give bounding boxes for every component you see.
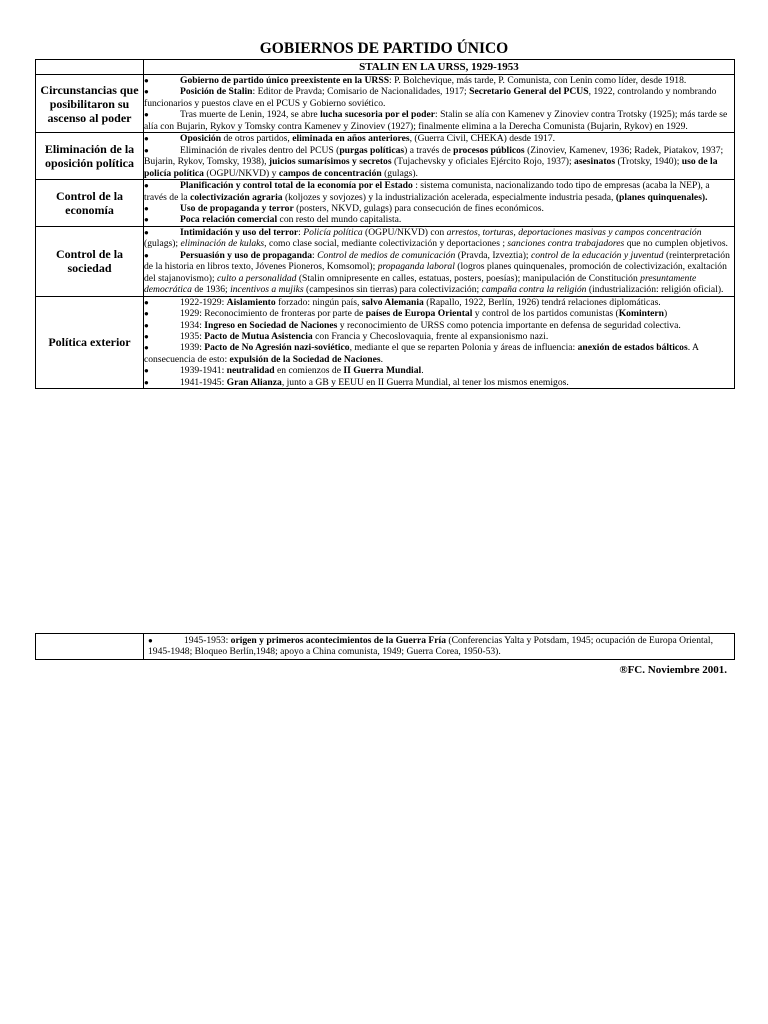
text-segment: culto a personalidad bbox=[217, 272, 297, 284]
section-label: Control de la sociedad bbox=[36, 226, 144, 296]
text-segment: Planificación y control total de la economía por el Estado bbox=[180, 180, 413, 192]
text-segment: Komintern bbox=[618, 308, 664, 320]
text-segment: propaganda laboral bbox=[377, 261, 455, 273]
text-segment: ) bbox=[664, 308, 668, 320]
bullet-icon: ● bbox=[144, 215, 149, 225]
page-title: GOBIERNOS DE PARTIDO ÚNICO bbox=[259, 40, 509, 57]
text-segment: , junto a GB y EEUU en II Guerra Mundial, al tener los mismos enemigos. bbox=[281, 376, 569, 388]
text-segment: , 1922, controlando y nombrando funcionarios y puestos clave en el PCUS y Gobierno soviético. bbox=[144, 86, 717, 109]
text-segment: presuntamente democrática bbox=[144, 272, 697, 296]
text-segment: campos de concentración bbox=[278, 167, 382, 179]
text-segment: anexión de estados bálticos bbox=[577, 342, 688, 354]
text-segment: Poca relación comercial bbox=[180, 214, 278, 226]
continuation-label bbox=[36, 634, 144, 660]
text-segment: , como clase social, mediante colectivización y deportaciones ; bbox=[264, 238, 508, 250]
text-segment: Oposición bbox=[180, 133, 222, 145]
list-item bbox=[144, 377, 734, 388]
section-content bbox=[144, 133, 735, 180]
text-segment: Tras muerte de Lenin, 1924, se abre bbox=[180, 109, 321, 121]
text-segment: II Guerra Mundial bbox=[343, 365, 422, 377]
bullet-icon: ● bbox=[144, 87, 149, 97]
text-segment: (planes quinquenales). bbox=[615, 191, 708, 203]
text-segment: eliminada en años anteriores bbox=[292, 133, 410, 145]
text-segment: : P. Bolchevique, más tarde, P. Comunista, con Lenin como líder, desde 1918. bbox=[389, 75, 687, 86]
text-segment: forzado: ningún país, bbox=[275, 296, 362, 308]
text-segment: 1934: bbox=[180, 319, 205, 331]
section-content bbox=[144, 226, 735, 296]
text-segment: : bbox=[312, 249, 318, 261]
section-row bbox=[36, 296, 735, 389]
text-segment: (Tujachevsky y oficiales Ejército Rojo, 1937); bbox=[391, 156, 575, 168]
section-content bbox=[144, 75, 735, 133]
text-segment: juicios sumarísimos y secretos bbox=[268, 156, 392, 168]
bullet-icon: ● bbox=[144, 331, 149, 341]
text-segment: con resto del mundo capitalista. bbox=[277, 214, 402, 226]
text-segment: de otros partidos, bbox=[221, 133, 293, 145]
text-segment: 1922-1929: bbox=[180, 296, 227, 308]
text-segment: eliminación de kulaks bbox=[180, 238, 265, 250]
text-segment: 1935: bbox=[180, 330, 205, 342]
text-segment: control de la educación y juventud bbox=[530, 249, 664, 261]
bullet-icon: ● bbox=[144, 343, 149, 353]
text-segment: campaña contra la religión bbox=[481, 284, 587, 296]
text-segment: salvo Alemania bbox=[361, 296, 424, 308]
text-segment: ) a través de bbox=[404, 144, 454, 156]
text-segment: : sistema comunista, nacionalizando todo tipo de empresas (acaba la NEP), a través de la bbox=[144, 180, 710, 203]
text-segment: Gobierno de partido único preexistente en la URSS bbox=[180, 75, 390, 86]
section-label: Eliminación de la oposición política bbox=[36, 133, 144, 180]
text-segment: Ingreso en Sociedad de Naciones bbox=[204, 319, 338, 331]
section-label: Control de la economía bbox=[36, 180, 144, 227]
text-segment: (Zinoviev, Kamenev, 1936; Radek, Piatakov, 1937; Bujarin, Rykov, Tomsky, 1938), bbox=[144, 144, 724, 168]
list-item bbox=[144, 203, 734, 214]
subtitle-row bbox=[36, 60, 735, 75]
text-segment: Policía política bbox=[303, 226, 363, 238]
bullet-icon: ● bbox=[144, 134, 149, 144]
main-table-body bbox=[36, 60, 735, 389]
text-segment: 1929: Reconocimiento de fronteras por parte de bbox=[180, 308, 366, 320]
section-label: Política exterior bbox=[36, 296, 144, 389]
text-segment: . bbox=[421, 365, 424, 377]
bullet-icon: ● bbox=[144, 181, 149, 191]
bullet-icon: ● bbox=[144, 366, 149, 376]
text-segment: . bbox=[380, 353, 384, 365]
continuation-table bbox=[35, 633, 735, 660]
text-segment: (Conferencias Yalta y Potsdam, 1945; ocupación de Europa Oriental, 1945-1948; Bloqueo Berlín,1948; apoyo a China comunista, 1949; Guerra Corea, 1950-53). bbox=[148, 635, 713, 658]
bullet-icon: ● bbox=[144, 309, 149, 319]
text-segment: Aislamiento bbox=[226, 296, 276, 308]
text-segment: Control de medios de comunicación bbox=[317, 249, 456, 261]
bullet-icon: ● bbox=[144, 203, 149, 213]
continuation-row bbox=[36, 634, 735, 660]
text-segment: neutralidad bbox=[226, 365, 275, 377]
text-segment: países de Europa Oriental bbox=[365, 308, 473, 320]
text-segment: incentivos a mujiks bbox=[230, 284, 304, 296]
list-item bbox=[144, 297, 734, 308]
text-segment: Intimidación y uso del terror bbox=[180, 226, 299, 238]
text-segment: (gulags); bbox=[144, 238, 181, 250]
section-row bbox=[36, 180, 735, 227]
text-segment: (Rapallo, 1922, Berlín, 1926) tendrá relaciones diplomáticas. bbox=[423, 296, 661, 308]
text-segment: colectivización agraria bbox=[190, 191, 283, 203]
main-table bbox=[35, 59, 735, 389]
text-segment: (industrialización: religión oficial). bbox=[586, 284, 724, 296]
text-segment: origen y primeros acontecimientos de la Guerra Fría bbox=[230, 635, 447, 646]
text-segment: (Trotsky, 1940); bbox=[615, 156, 682, 168]
text-segment: , (Guerra Civil, CHEKA) desde 1917. bbox=[409, 133, 556, 145]
text-segment: : Editor de Pravda; Comisario de Nacionalidades, 1917; bbox=[252, 86, 470, 98]
list-item bbox=[144, 86, 734, 109]
text-segment: (OGPU/NKVD) y bbox=[203, 167, 279, 179]
text-segment: (Pravda, Izveztia); bbox=[455, 249, 531, 261]
section-content bbox=[144, 180, 735, 227]
text-segment: : Stalin se alía con Kamenev y Zinoviev contra Trotsky (1925); más tarde se alía con Bujarin, Rykov y Tomsky contra Kamenev y Zinoviev (1927); finalmente elimina a la Derecha Comunista (Bujarin, Rykov) en 1929. bbox=[144, 109, 728, 132]
text-segment: : bbox=[298, 226, 304, 238]
bullet-icon: ● bbox=[144, 297, 149, 307]
list-item bbox=[144, 180, 734, 203]
text-segment: (Stalin omnipresente en calles, estatuas, posters, poesías); manipulación de Constitución bbox=[296, 272, 641, 284]
text-segment: (logros planes quinquenales, promoción de colectivización, exaltación del stajanovismo); bbox=[144, 261, 727, 284]
text-segment: asesinatos bbox=[574, 156, 616, 168]
bullet-icon: ● bbox=[144, 110, 149, 120]
text-segment: purgas políticas bbox=[339, 144, 405, 156]
text-segment: con Francia y Checoslovaquia, frente al expansionismo nazi. bbox=[312, 330, 549, 342]
text-segment: Eliminación de rivales dentro del PCUS ( bbox=[180, 144, 340, 156]
list-item bbox=[144, 227, 734, 250]
list-item bbox=[148, 635, 731, 658]
table-subtitle: STALIN EN LA URSS, 1929-1953 bbox=[144, 60, 735, 75]
bullet-icon: ● bbox=[144, 145, 149, 155]
subtitle-spacer bbox=[36, 60, 144, 75]
bullet-icon: ● bbox=[144, 250, 149, 260]
text-segment: Pacto de Mutua Asistencia bbox=[204, 330, 313, 342]
text-segment: Gran Alianza bbox=[226, 376, 282, 388]
text-segment: . A consecuencia de esto: bbox=[144, 342, 699, 365]
bullet-icon: ● bbox=[144, 377, 149, 387]
text-segment: Secretario General del PCUS bbox=[469, 86, 589, 98]
footer-copyright: ®FC. Noviembre 2001. bbox=[619, 664, 727, 676]
list-item bbox=[144, 75, 734, 86]
text-segment: sanciones contra trabajadores bbox=[507, 238, 625, 250]
list-item bbox=[144, 145, 734, 179]
text-segment: (posters, NKVD, gulags) para consecución de fines económicos. bbox=[293, 202, 544, 214]
bullet-icon: ● bbox=[144, 76, 149, 85]
section-row bbox=[36, 75, 735, 133]
list-item bbox=[144, 320, 734, 331]
bullet-icon: ● bbox=[144, 320, 149, 330]
text-segment: (koljozes y sovjozes) y la industrialización acelerada, especialmente industria pesada, bbox=[282, 191, 616, 203]
list-item bbox=[144, 214, 734, 225]
text-segment: 1941-1945: bbox=[180, 376, 227, 388]
section-label: Circunstancias que posibilitaron su ascenso al poder bbox=[36, 75, 144, 133]
text-segment: 1939: bbox=[180, 342, 205, 354]
text-segment: y control de los partidos comunistas ( bbox=[472, 308, 619, 320]
text-segment: y reconocimiento de URSS como potencia importante en defensa de seguridad colectiva. bbox=[337, 319, 681, 331]
section-row bbox=[36, 226, 735, 296]
text-segment: (reinterpretación de la historia en libros texto, Jóvenes Pioneros, Komsomol); bbox=[144, 249, 730, 273]
text-segment: uso de la policía política bbox=[144, 156, 718, 179]
list-item bbox=[144, 342, 734, 365]
list-item bbox=[144, 308, 734, 319]
text-segment: de 1936; bbox=[191, 284, 231, 296]
list-item bbox=[144, 250, 734, 296]
bullet-icon: ● bbox=[144, 227, 149, 237]
text-segment: , mediante el que se reparten Polonia y áreas de influencia: bbox=[349, 342, 578, 354]
section-row bbox=[36, 133, 735, 180]
text-segment: (OGPU/NKVD) con bbox=[362, 226, 447, 238]
text-segment: 1945-1953: bbox=[184, 635, 231, 646]
text-segment: Posición de Stalin bbox=[180, 86, 253, 98]
text-segment: en comienzos de bbox=[274, 365, 344, 377]
text-segment: (gulags). bbox=[381, 167, 418, 179]
bullet-icon: ● bbox=[148, 636, 153, 645]
text-segment: Persuasión y uso de propaganda bbox=[180, 249, 313, 261]
list-item bbox=[144, 109, 734, 132]
text-segment: que no cumplen objetivos. bbox=[624, 238, 728, 250]
text-segment: arrestos, torturas, deportaciones masivas y campos concentración bbox=[446, 226, 702, 238]
list-item bbox=[144, 331, 734, 342]
list-item bbox=[144, 365, 734, 376]
continuation-content bbox=[144, 634, 735, 660]
section-content bbox=[144, 296, 735, 389]
list-item bbox=[144, 133, 734, 144]
text-segment: Pacto de No Agresión nazi-soviético bbox=[204, 342, 350, 354]
text-segment: 1939-1941: bbox=[180, 365, 227, 377]
text-segment: procesos públicos bbox=[453, 144, 525, 156]
text-segment: lucha sucesoria por el poder bbox=[320, 109, 436, 121]
text-segment: Uso de propaganda y terror bbox=[180, 202, 294, 214]
text-segment: (campesinos sin tierras) para colectivización; bbox=[303, 284, 482, 296]
text-segment: expulsión de la Sociedad de Naciones bbox=[229, 353, 381, 365]
